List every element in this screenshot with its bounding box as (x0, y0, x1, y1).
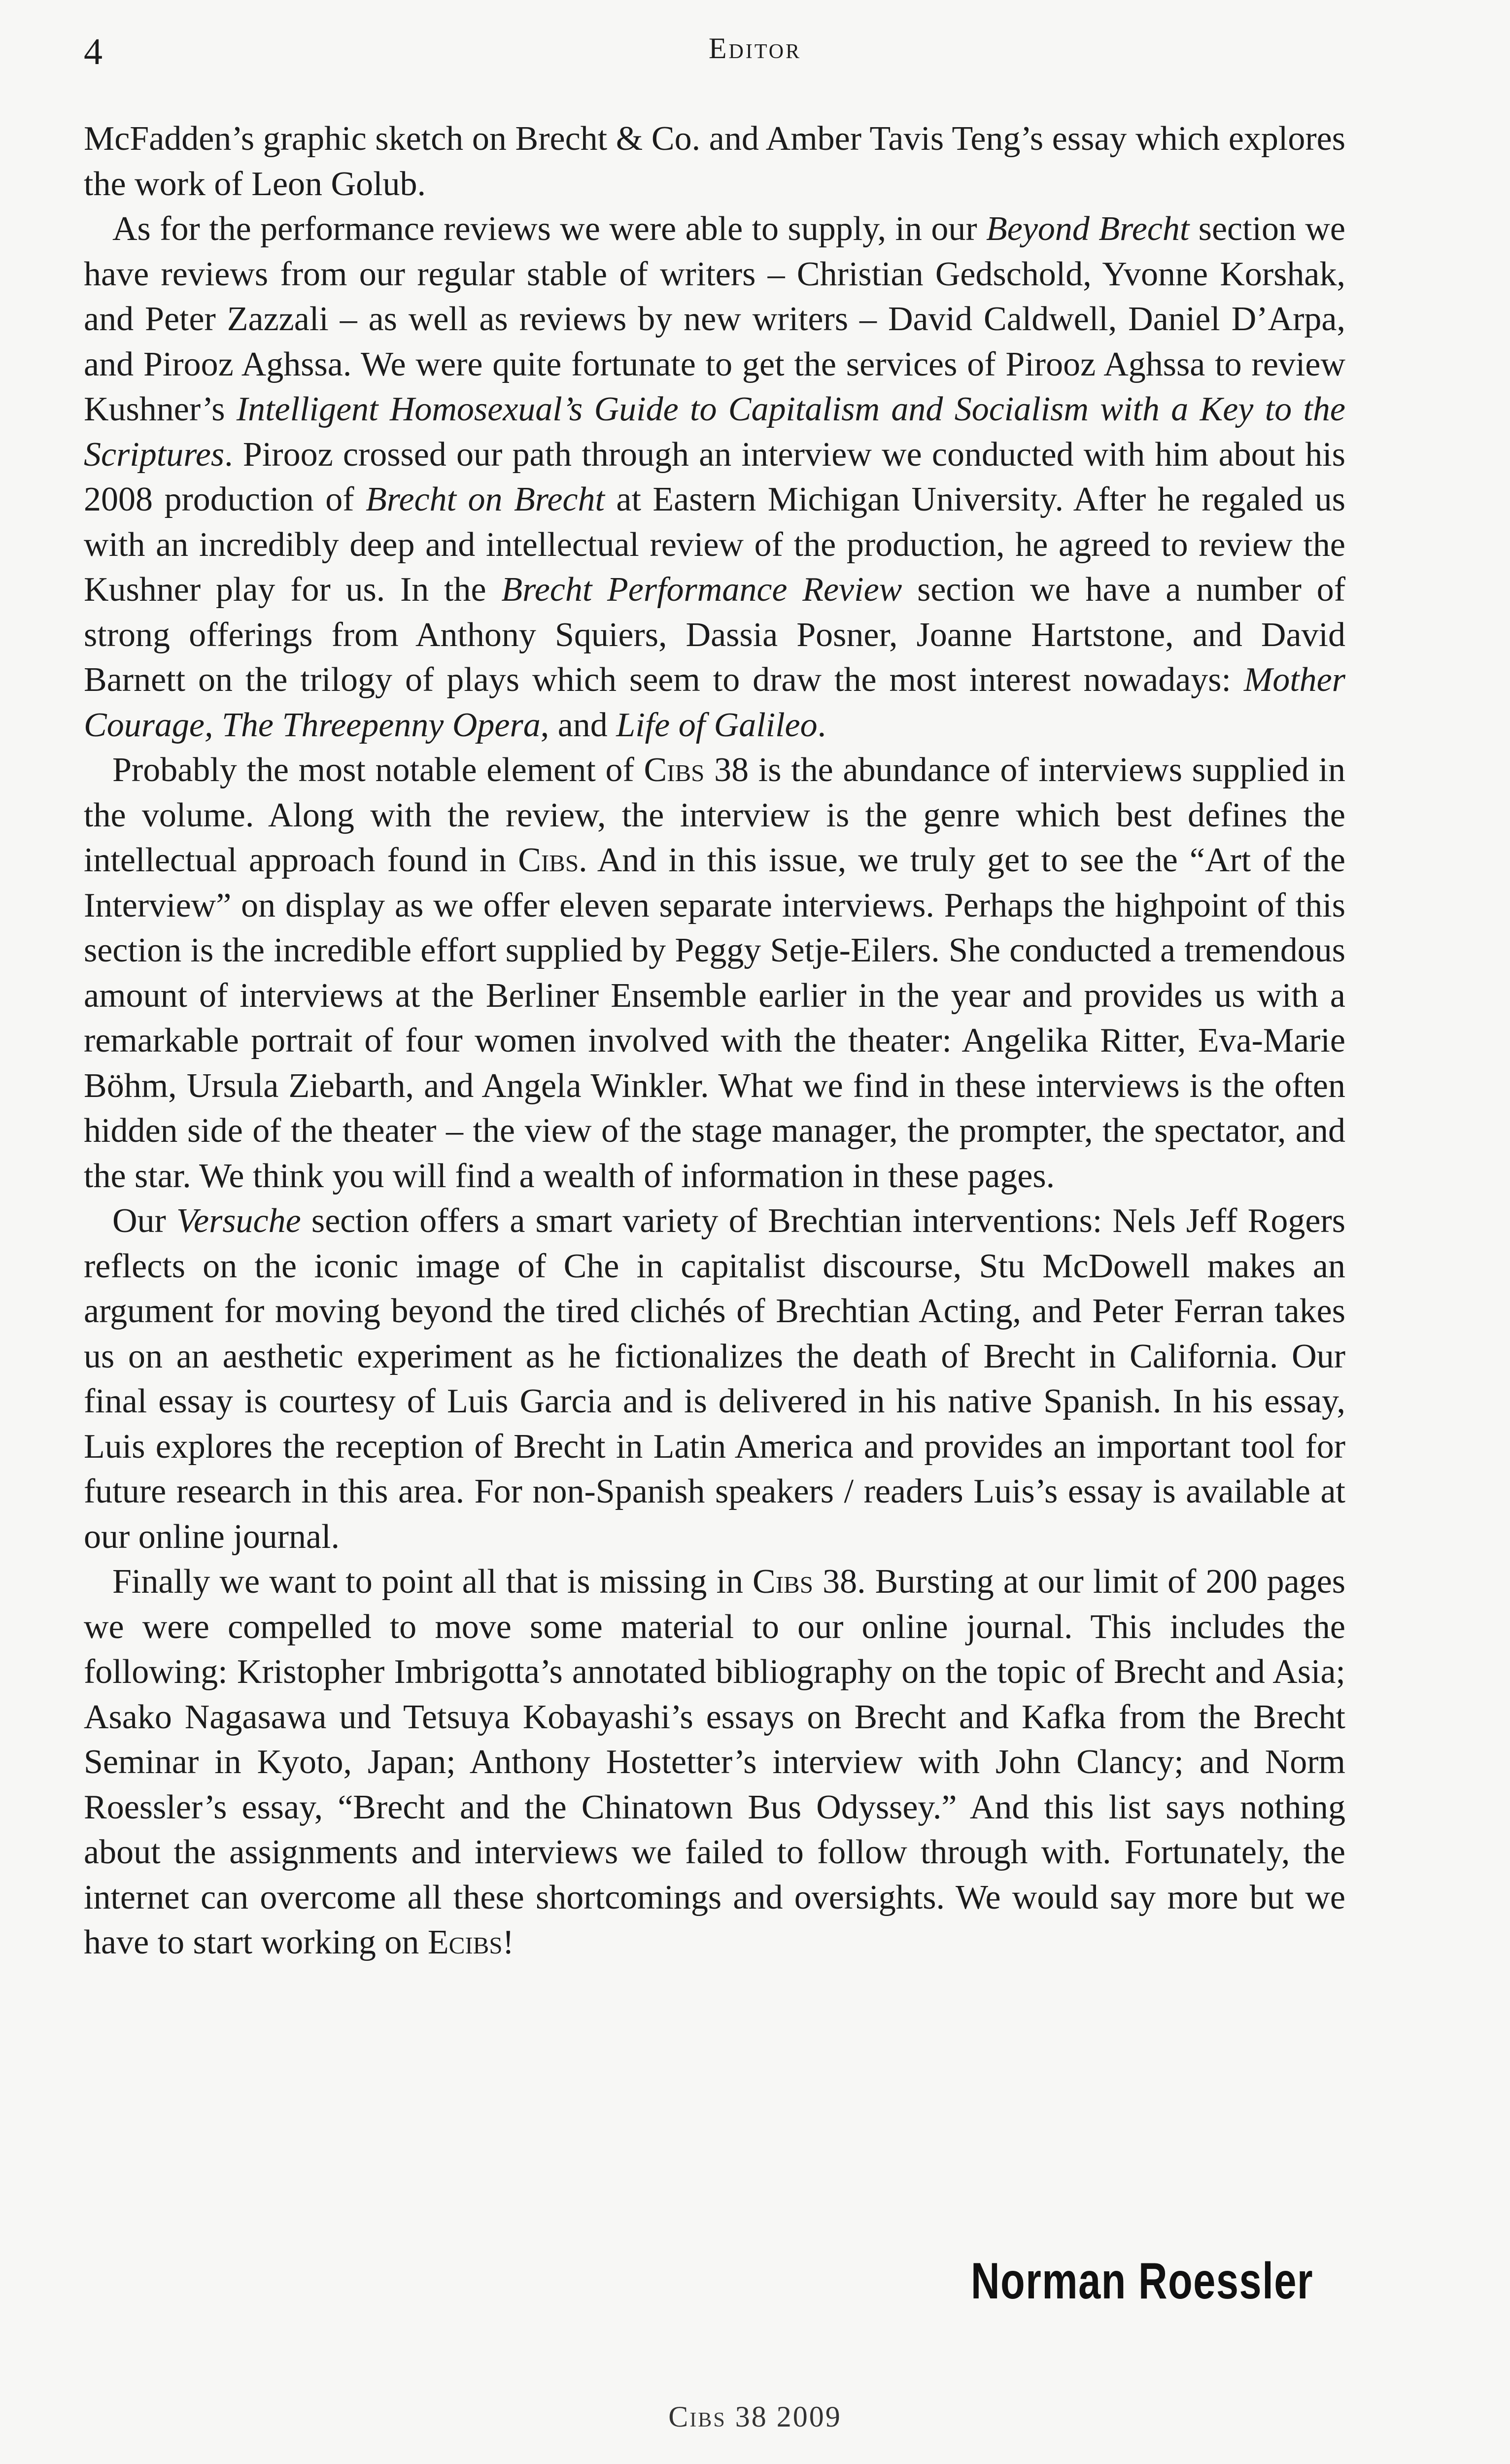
title-brecht-on-brecht: Brecht on Brecht (366, 480, 605, 518)
text-run: . (817, 706, 826, 744)
page-footer (0, 2400, 1510, 2434)
text-run: . Pirooz crossed our path through an interview we conducted with him about his 2008 production of (84, 435, 1345, 518)
journal-abbrev: Cibs (753, 1563, 813, 1601)
journal-abbrev: Cibs (518, 841, 579, 879)
title-beyond-brecht: Beyond Brecht (986, 210, 1190, 248)
text-run: Probably the most notable element of (112, 751, 644, 789)
paragraph-5 (84, 1559, 1345, 1965)
paragraph-3 (84, 748, 1345, 1198)
text-run: 38. Bursting at our limit of 200 pages we were compelled to move some material to our online journal. This includes the following: Kristopher Imbrigotta’s annotated bibliography on the topic of Brecht and Asia; Asako Nagasawa und Tetsuya Kobayashi’s essays on Brecht and Kafka from the Brecht Seminar in Kyoto, Japan; Anthony Hostetter’s interview with John Clancy; and Norm Roessler’s essay, “Brecht and the Chinatown Bus Odyssey.” And this list says nothing about the assignments and interviews we failed to follow through with. Fortunately, the internet can overcome all these shortcomings and oversights. We would say more but we have to start working on (84, 1563, 1346, 1961)
title-life-of-galileo: Life of Galileo (616, 706, 818, 744)
paragraph-1 (84, 116, 1345, 206)
text-run: McFadden’s graphic sketch on Brecht & Co. and Amber Tavis Teng’s essay which explores the work of Leon Golub. (84, 120, 1345, 203)
title-versuche: Versuche (176, 1202, 301, 1240)
text-run: at Eastern Michigan University. After he regaled us with an incredibly deep and intellectual review of the production, he agreed to review the Kushner play for us. In the (84, 480, 1346, 609)
text-run: ! (502, 1923, 514, 1961)
text-run: Finally we want to point all that is missing in (112, 1563, 753, 1601)
text-run: section we have reviews from our regular stable of writers – Christian Gedschold, Yvonne Korshak, and Peter Zazzali – as well as reviews by new writers – David Caldwell, Daniel D’Arpa, and Pirooz Aghssa. We were quite fortunate to get the services of Pirooz Aghssa to review Kushner’s (84, 210, 1345, 428)
text-run: , and (540, 706, 617, 744)
editorial-body (84, 116, 1345, 1965)
footer-journal: Cibs (668, 2400, 726, 2433)
title-kushner-play: Intelligent Homosexual’s Guide to Capitalism and Socialism with a Key to the Scriptures (84, 390, 1345, 474)
text-run: section offers a smart variety of Brechtian interventions: Nels Jeff Rogers reflects on the iconic image of Che in capitalist discourse, Stu McDowell makes an argument for moving beyond the tired clichés of Brechtian Acting, and Peter Ferran takes us on an aesthetic experiment as he fictionalizes the death of Brecht in California. Our final essay is courtesy of Luis Garcia and is delivered in his native Spanish. In his essay, Luis explores the reception of Brecht in Latin America and provides an important tool for future research in this area. For non-Spanish speakers / readers Luis’s essay is available at our online journal. (84, 1202, 1345, 1556)
text-run: . And in this issue, we truly get to see the “Art of the Interview” on display as we offer eleven separate interviews. Perhaps the highpoint of this section is the incredible effort supplied by Peggy Setje-Eilers. She conducted a tremendous amount of interviews at the Berliner Ensemble earlier in the year and provides us with a remarkable portrait of four women involved with the theater: Angelika Ritter, Eva-Marie Böhm, Ursula Ziebarth, and Angela Winkler. What we find in these interviews is the often hidden side of the theater – the view of the stage manager, the prompter, the spectator, and the star. We think you will find a wealth of information in these pages. (84, 841, 1345, 1195)
text-run: Our (112, 1202, 176, 1240)
editor-signature: Norman Roessler (971, 2253, 1314, 2310)
title-performance-review: Brecht Performance Review (501, 571, 902, 609)
text-run: section we have a number of strong offerings from Anthony Squiers, Dassia Posner, Joanne Hartstone, and David Barnett on the trilogy of plays which seem to draw the most interest nowadays: (84, 571, 1346, 699)
page-number: 4 (84, 31, 103, 72)
paragraph-2 (84, 206, 1345, 748)
journal-abbrev-ecibs: Ecibs (427, 1923, 503, 1961)
text-run: 38 is the abundance of interviews supplied in the volume. Along with the review, the interview is the genre which best defines the intellectual approach found in (84, 751, 1345, 879)
title-plays: Mother Courage, The Threepenny Opera (84, 661, 1345, 744)
running-head: Editor (708, 32, 802, 65)
footer-issue-year: 38 2009 (726, 2400, 842, 2433)
paragraph-4 (84, 1198, 1345, 1559)
text-run: As for the performance reviews we were able to supply, in our (112, 210, 987, 248)
journal-abbrev: Cibs (644, 751, 705, 789)
